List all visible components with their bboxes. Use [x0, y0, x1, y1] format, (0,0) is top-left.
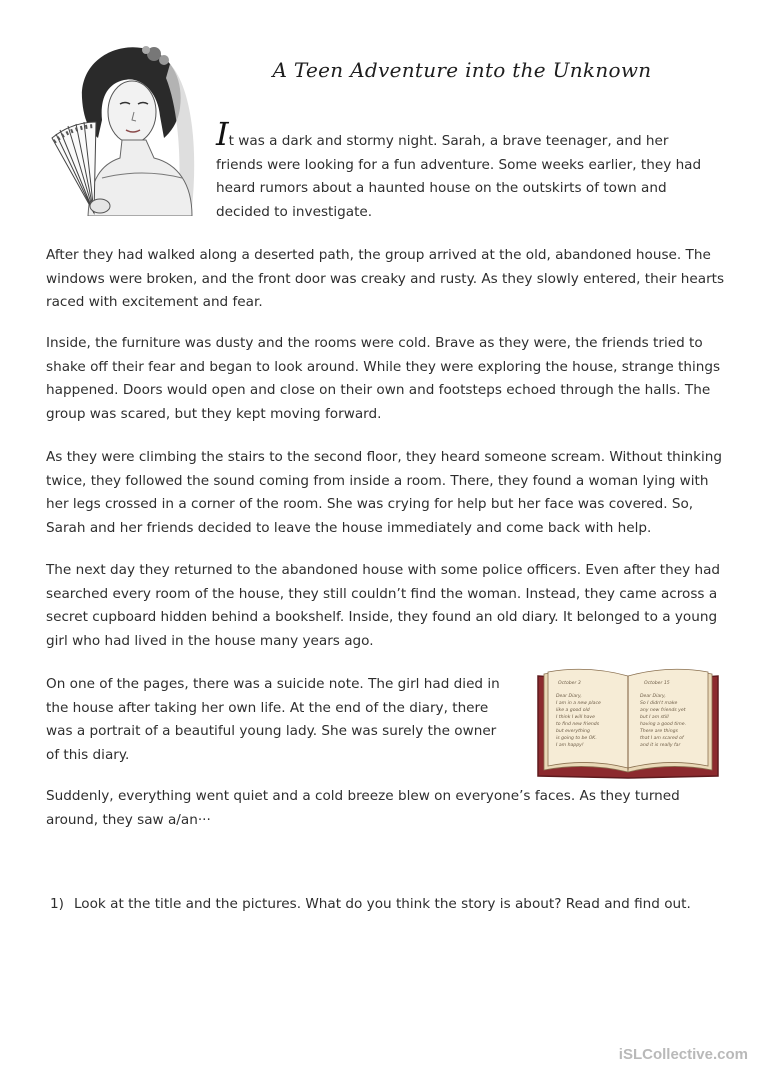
diary-right-line: and it is really far — [640, 743, 681, 748]
diary-left-line: to find new friends — [556, 722, 600, 727]
diary-right-line: Dear Diary, — [640, 694, 666, 699]
diary-right-line: So I didn't make — [640, 701, 678, 706]
story-paragraph-2: After they had walked along a deserted path, the group arrived at the old, abandoned house. The windows were broken, and the front door was creaky and rusty. As they slowly entered, their hearts raced with excitement and fear. — [46, 247, 725, 310]
site-watermark: iSLCollective.com — [618, 1046, 748, 1063]
question-text: Look at the title and the pictures. What do you think the story is about? Read and find out. — [73, 896, 691, 912]
question-item — [50, 893, 740, 915]
diary-left-line: like a good old — [556, 708, 590, 713]
diary-left-line: Dear Diary, — [556, 694, 582, 699]
diary-right-line: but I am still — [640, 715, 669, 720]
intro-paragraph — [216, 115, 716, 224]
intro-text: t was a dark and stormy night. Sarah, a brave teenager, and her friends were looking for a fun adventure. Some weeks earlier, they had heard rumors about a haunted house on the outskirts of town and decided to investigate. — [216, 133, 702, 220]
diary-left-line: is going to be OK. — [556, 736, 597, 741]
story-title: A Teen Adventure into the Unknown — [272, 58, 652, 82]
story-paragraph-5: The next day they returned to the abandoned house with some police officers. Even after they had searched every room of the house, they still couldn’t find the woman. Instead, they came across a secret cupboard hidden behind a bookshelf. Inside, they found an old diary. It belonged to a young girl who had lived in the house many years ago. — [46, 562, 721, 649]
lady-portrait-illustration — [42, 38, 204, 216]
diary-right-line: that I am scared of — [640, 736, 684, 741]
story-paragraph-4: As they were climbing the stairs to the second floor, they heard someone scream. Without thinking twice, they followed the sound coming from inside a room. There, they found a woman lying with her legs crossed in a corner of the room. She was crying for help but her face was covered. So, Sarah and her friends decided to leave the house immediately and come back with help. — [46, 449, 723, 536]
diary-left-line: I think I will have — [556, 715, 595, 720]
story-paragraph-3: Inside, the furniture was dusty and the rooms were cold. Brave as they were, the friends tried to shake off their fear and began to look around. While they were exploring the house, strange things happened. Doors would open and close on their own and footsteps echoed through the halls. The group was scared, but they kept moving forward. — [46, 335, 721, 422]
story-paragraph-7: Suddenly, everything went quiet and a cold breeze blew on everyone’s faces. As they turned around, they saw a/an··· — [46, 788, 680, 828]
diary-right-line: any new friends yet — [640, 708, 686, 713]
diary-left-line: but everything — [556, 729, 590, 734]
diary-right-heading: October 15 — [644, 681, 670, 686]
diary-right-line: There are things — [640, 729, 678, 734]
diary-left-line: I am in a new place — [556, 701, 601, 706]
diary-left-line: I am happy! — [556, 743, 584, 748]
drop-cap: I — [216, 115, 229, 153]
diary-left-heading: October 3 — [558, 681, 581, 686]
open-diary-illustration — [534, 666, 722, 780]
story-paragraph-6: On one of the pages, there was a suicide note. The girl had died in the house after taking her own life. At the end of the diary, there was a portrait of a beautiful young lady. She was surely the owner of this diary. — [46, 676, 500, 763]
diary-right-line: having a good time. — [640, 722, 687, 727]
question-number: 1) — [50, 896, 64, 912]
